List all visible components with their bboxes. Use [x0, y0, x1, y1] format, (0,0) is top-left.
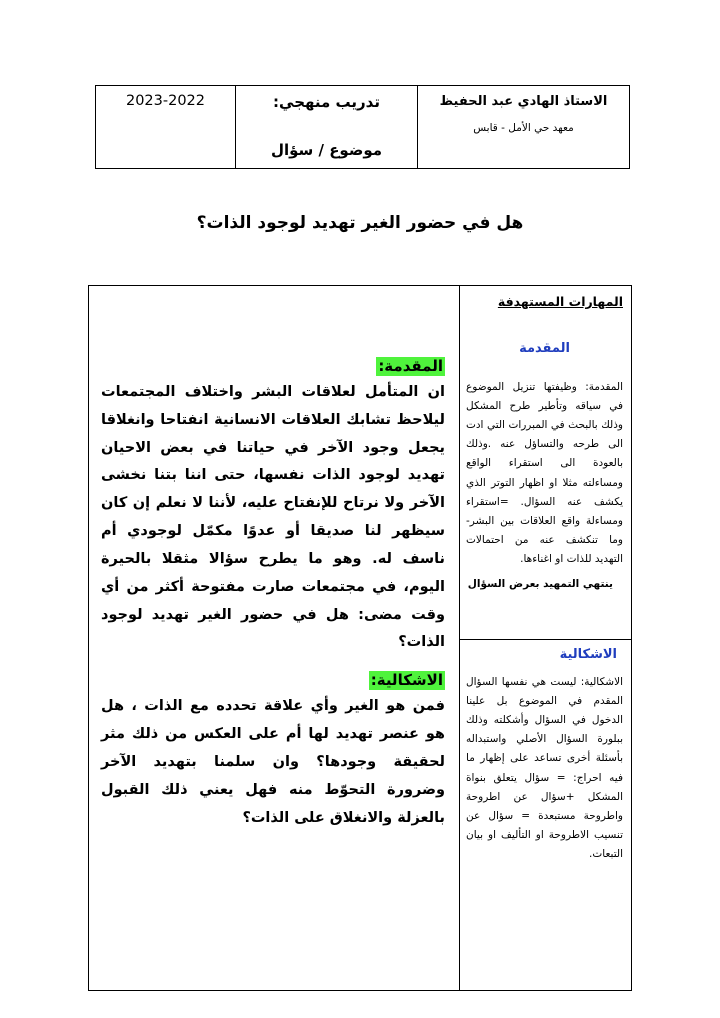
training-type: تدريب منهجي:: [273, 93, 380, 111]
content-table: [88, 285, 632, 991]
institute-name: معهد حي الأمل - قابس: [473, 122, 574, 134]
skills-intro-footer: ينتهي التمهيد بعرض السؤال: [467, 578, 613, 591]
skills-intro-section: [460, 286, 631, 640]
document-title: هل في حضور الغير تهديد لوجود الذات؟: [196, 213, 524, 233]
essay-problem-section: [101, 670, 445, 832]
essay-problem-label: الاشكالية:: [370, 671, 443, 690]
essay-problem-paragraph: فمن هو الغير وأي علاقة تحدده مع الذات ، هل هو عنصر تهديد لها أم على العكس من ذلك مثر لحقيقة وجودها؟ وان سلمنا بتهديد الآخر وضرورة التحوّط منه فهل يعني ذلك القبول بالعزلة والانغلاق على الذات؟: [101, 698, 445, 826]
header-cell-training: [235, 86, 417, 168]
skills-problem-label: الاشكالية: [559, 647, 617, 662]
skills-problem-body: الاشكالية: ليست هي نفسها السؤال المقدم في الموضوع بل علينا الدخول في السؤال وأشكلته وذلك ببلورة السؤال الأصلي واستبداله بأسئلة أخرى تساعد على إظهار ما فيه احراج: = سؤال يتعلق بنواة المشكل +سؤال عن اطروحة واطروحة مستبعدة = سؤال عن تنسيب الاطروحة او التأليف او بيان التبعات.: [466, 676, 623, 860]
skills-intro-label: المقدمة: [519, 341, 570, 356]
school-year: 2023-2022: [125, 93, 206, 109]
skills-problem-section: [460, 640, 631, 990]
skills-column-header: المهارات المستهدفة: [497, 294, 623, 309]
subject-type: موضوع / سؤال: [270, 141, 383, 159]
header-table: [95, 85, 630, 169]
skills-column: [459, 286, 631, 990]
teacher-name: الاستاذ الهادي عبد الحفيظ: [439, 94, 608, 109]
header-cell-year: [96, 86, 235, 168]
essay-column: [89, 286, 459, 990]
skills-intro-body: المقدمة: وظيفتها تنزيل الموضوع في سياقه وتأطير طرح المشكل وذلك بالبحث في المبررات التي ادت الى طرحه والتساؤل عنه .وذلك بالعودة الى استقراء الواقع ومساءلته مثلا او اظهار التوتر الذي يكشف عنه السؤال. =استقراء ومساءلة واقع العلاقات بين البشر- وما تنكشف عنه من احتمالات التهديد للذات او اغناءها.: [466, 381, 623, 565]
essay-intro-paragraph: ان المتأمل لعلاقات البشر واختلاف المجتمعات ليلاحظ تشابك العلاقات الانسانية انفتاحا وانغلاقا يجعل وجود الآخر في حياتنا في بعض الاحيان تهديد لوجود الذات نفسها، حتى اننا بتنا نخشى الآخر ولا نرتاح للإنفتاح عليه، لأننا لا نعلم إن كان سيظهر لنا صديقا أو عدوًا مكمّل لوجودي أم ناسف له. وهو ما يطرح سؤالا مثقلا بالحيرة اليوم، في مجتمعات صارت مفتوحة أكثر من أي وقت مضى: هل في حضور الغير تهديد لوجود الذات؟: [101, 384, 445, 651]
essay-intro-label: المقدمة:: [378, 357, 443, 375]
essay-intro-section: [101, 356, 445, 657]
header-cell-teacher: [417, 86, 629, 168]
